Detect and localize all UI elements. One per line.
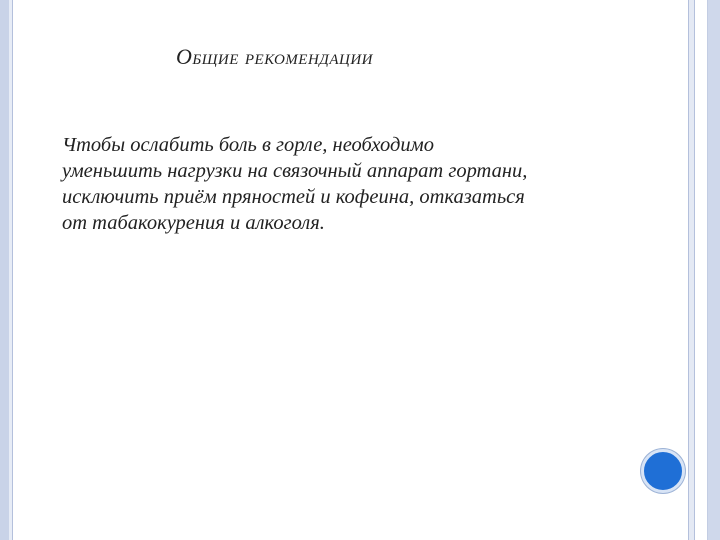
left-frame-border xyxy=(0,0,9,540)
left-frame-line xyxy=(12,0,13,540)
slide-body-text xyxy=(62,132,652,236)
body-line: от табакокурения и алкоголя. xyxy=(62,212,325,234)
right-frame-gap xyxy=(695,0,707,540)
decorative-circle-icon xyxy=(641,449,685,493)
body-line: исключить приём пряностей и кофеина, отказаться xyxy=(62,186,525,208)
body-line: Чтобы ослабить боль в горле, необходимо xyxy=(62,134,434,156)
right-frame-border xyxy=(708,0,720,540)
body-line: уменьшить нагрузки на связочный аппарат гортани, xyxy=(62,160,528,182)
slide-title: Общие рекомендации xyxy=(176,44,373,69)
